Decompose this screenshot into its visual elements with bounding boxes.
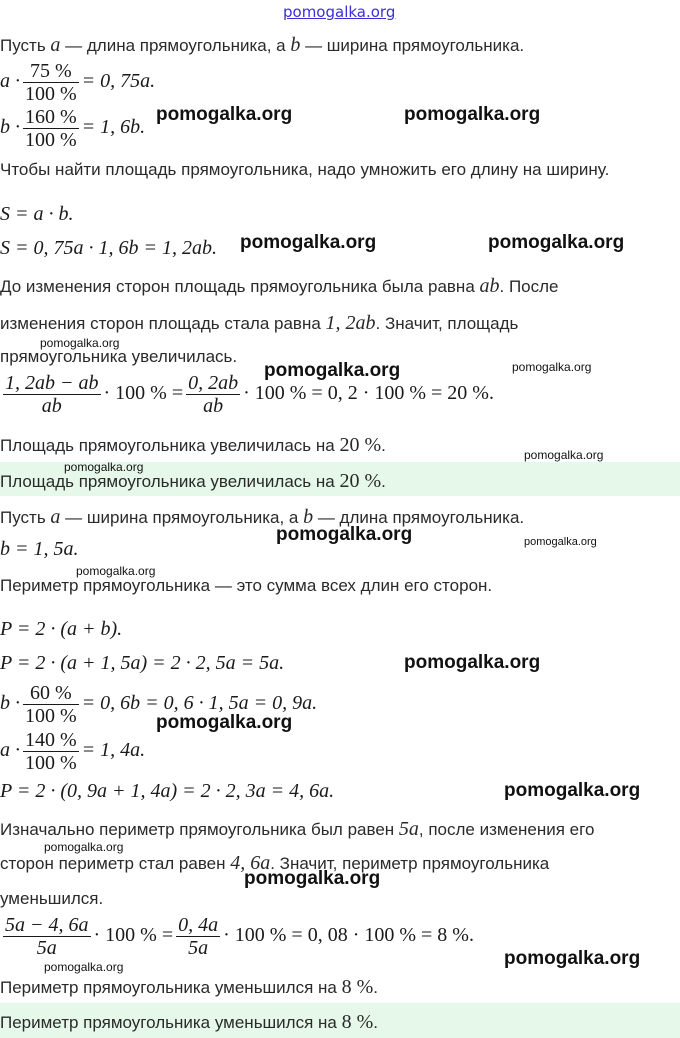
part2-perimeter-note: Периметр прямоугольника — это сумма всех длин его сторон.	[0, 576, 493, 595]
part1-eq1: a · $\frac{75 \%}{100 \%}$ = 0, 75a.	[0, 60, 156, 105]
watermark: pomogalka.org	[40, 336, 120, 350]
part2-eq2: P = 2 · (a + b).	[0, 618, 123, 640]
part2-changed: сторон периметр стал равен 4, 6a. Значит, периметр прямоугольника	[0, 852, 550, 874]
watermark: pomogalka.org	[264, 360, 401, 381]
part2-eq4: b · $\frac{60 \%}{100 \%}$ = 0, 6b = 0, 6 · 1, 5a = 0, 9a.	[0, 682, 318, 727]
part1-result: Площадь прямоугольника увеличилась на 20 %.	[0, 434, 386, 456]
part1-area-note: Чтобы найти площадь прямоугольника, надо умножить его длину на ширину.	[0, 160, 610, 179]
watermark: pomogalka.org	[76, 564, 156, 578]
watermark: pomogalka.org	[512, 360, 592, 374]
part2-eq1: b = 1, 5a.	[0, 538, 79, 560]
part1-before: До изменения сторон площадь прямоугольника была равна ab. После	[0, 275, 559, 297]
part2-result: Периметр прямоугольника уменьшился на 8 %.	[0, 976, 378, 998]
watermark: pomogalka.org	[244, 868, 381, 889]
part1-eq2: b · $\frac{160 \%}{100 \%}$ = 1, 6b.	[0, 106, 146, 151]
watermark: pomogalka.org	[64, 460, 144, 474]
watermark: pomogalka.org	[524, 448, 604, 462]
part1-answer: Площадь прямоугольника увеличилась на 20 %.	[0, 470, 386, 492]
part1-after: изменения сторон площадь стала равна 1, 2ab. Значит, площадь	[0, 312, 519, 334]
part1-eq5: $\frac{1, 2ab - ab}{ab}$ · 100 % = $\frac{0, 2ab}{ab}$ · 100 % = 0, 2 · 100 % = 20 %.	[5, 372, 494, 417]
watermark: pomogalka.org	[276, 524, 413, 545]
part1-eq3: S = a · b.	[0, 203, 74, 225]
part2-eq5: a · $\frac{140 \%}{100 \%}$ = 1, 4a.	[0, 729, 146, 774]
watermark: pomogalka.org	[156, 712, 293, 733]
watermark: pomogalka.org	[504, 780, 641, 801]
watermark: pomogalka.org	[488, 232, 625, 253]
part1-intro: Пусть a — длина прямоугольника, а b — ширина прямоугольника.	[0, 34, 525, 56]
watermark: pomogalka.org	[524, 536, 597, 548]
watermark: pomogalka.org	[240, 232, 377, 253]
part1-eq4: S = 0, 75a · 1, 6b = 1, 2ab.	[0, 237, 217, 259]
header-watermark[interactable]: pomogalka.org	[283, 3, 396, 21]
part1-increased: прямоугольника увеличилась.	[0, 347, 238, 366]
part2-initial: Изначально периметр прямоугольника был равен 5a, после изменения его	[0, 818, 595, 840]
part2-eq3: P = 2 · (a + 1, 5a) = 2 · 2, 5a = 5a.	[0, 652, 285, 674]
part2-intro: Пусть a — ширина прямоугольника, а b — длина прямоугольника.	[0, 506, 525, 528]
watermark: pomogalka.org	[404, 652, 541, 673]
watermark: pomogalka.org	[44, 840, 124, 854]
part2-eq7: $\frac{5a - 4, 6a}{5a}$ · 100 % = $\frac{0, 4a}{5a}$ · 100 % = 0, 08 · 100 % = 8 %.	[5, 914, 474, 959]
watermark: pomogalka.org	[156, 104, 293, 125]
part2-answer: Периметр прямоугольника уменьшился на 8 %.	[0, 1011, 378, 1033]
part2-eq6: P = 2 · (0, 9a + 1, 4a) = 2 · 2, 3a = 4, 6a.	[0, 780, 335, 802]
part2-decreased: уменьшился.	[0, 889, 104, 908]
watermark: pomogalka.org	[504, 948, 641, 969]
watermark: pomogalka.org	[44, 960, 124, 974]
watermark: pomogalka.org	[404, 104, 541, 125]
